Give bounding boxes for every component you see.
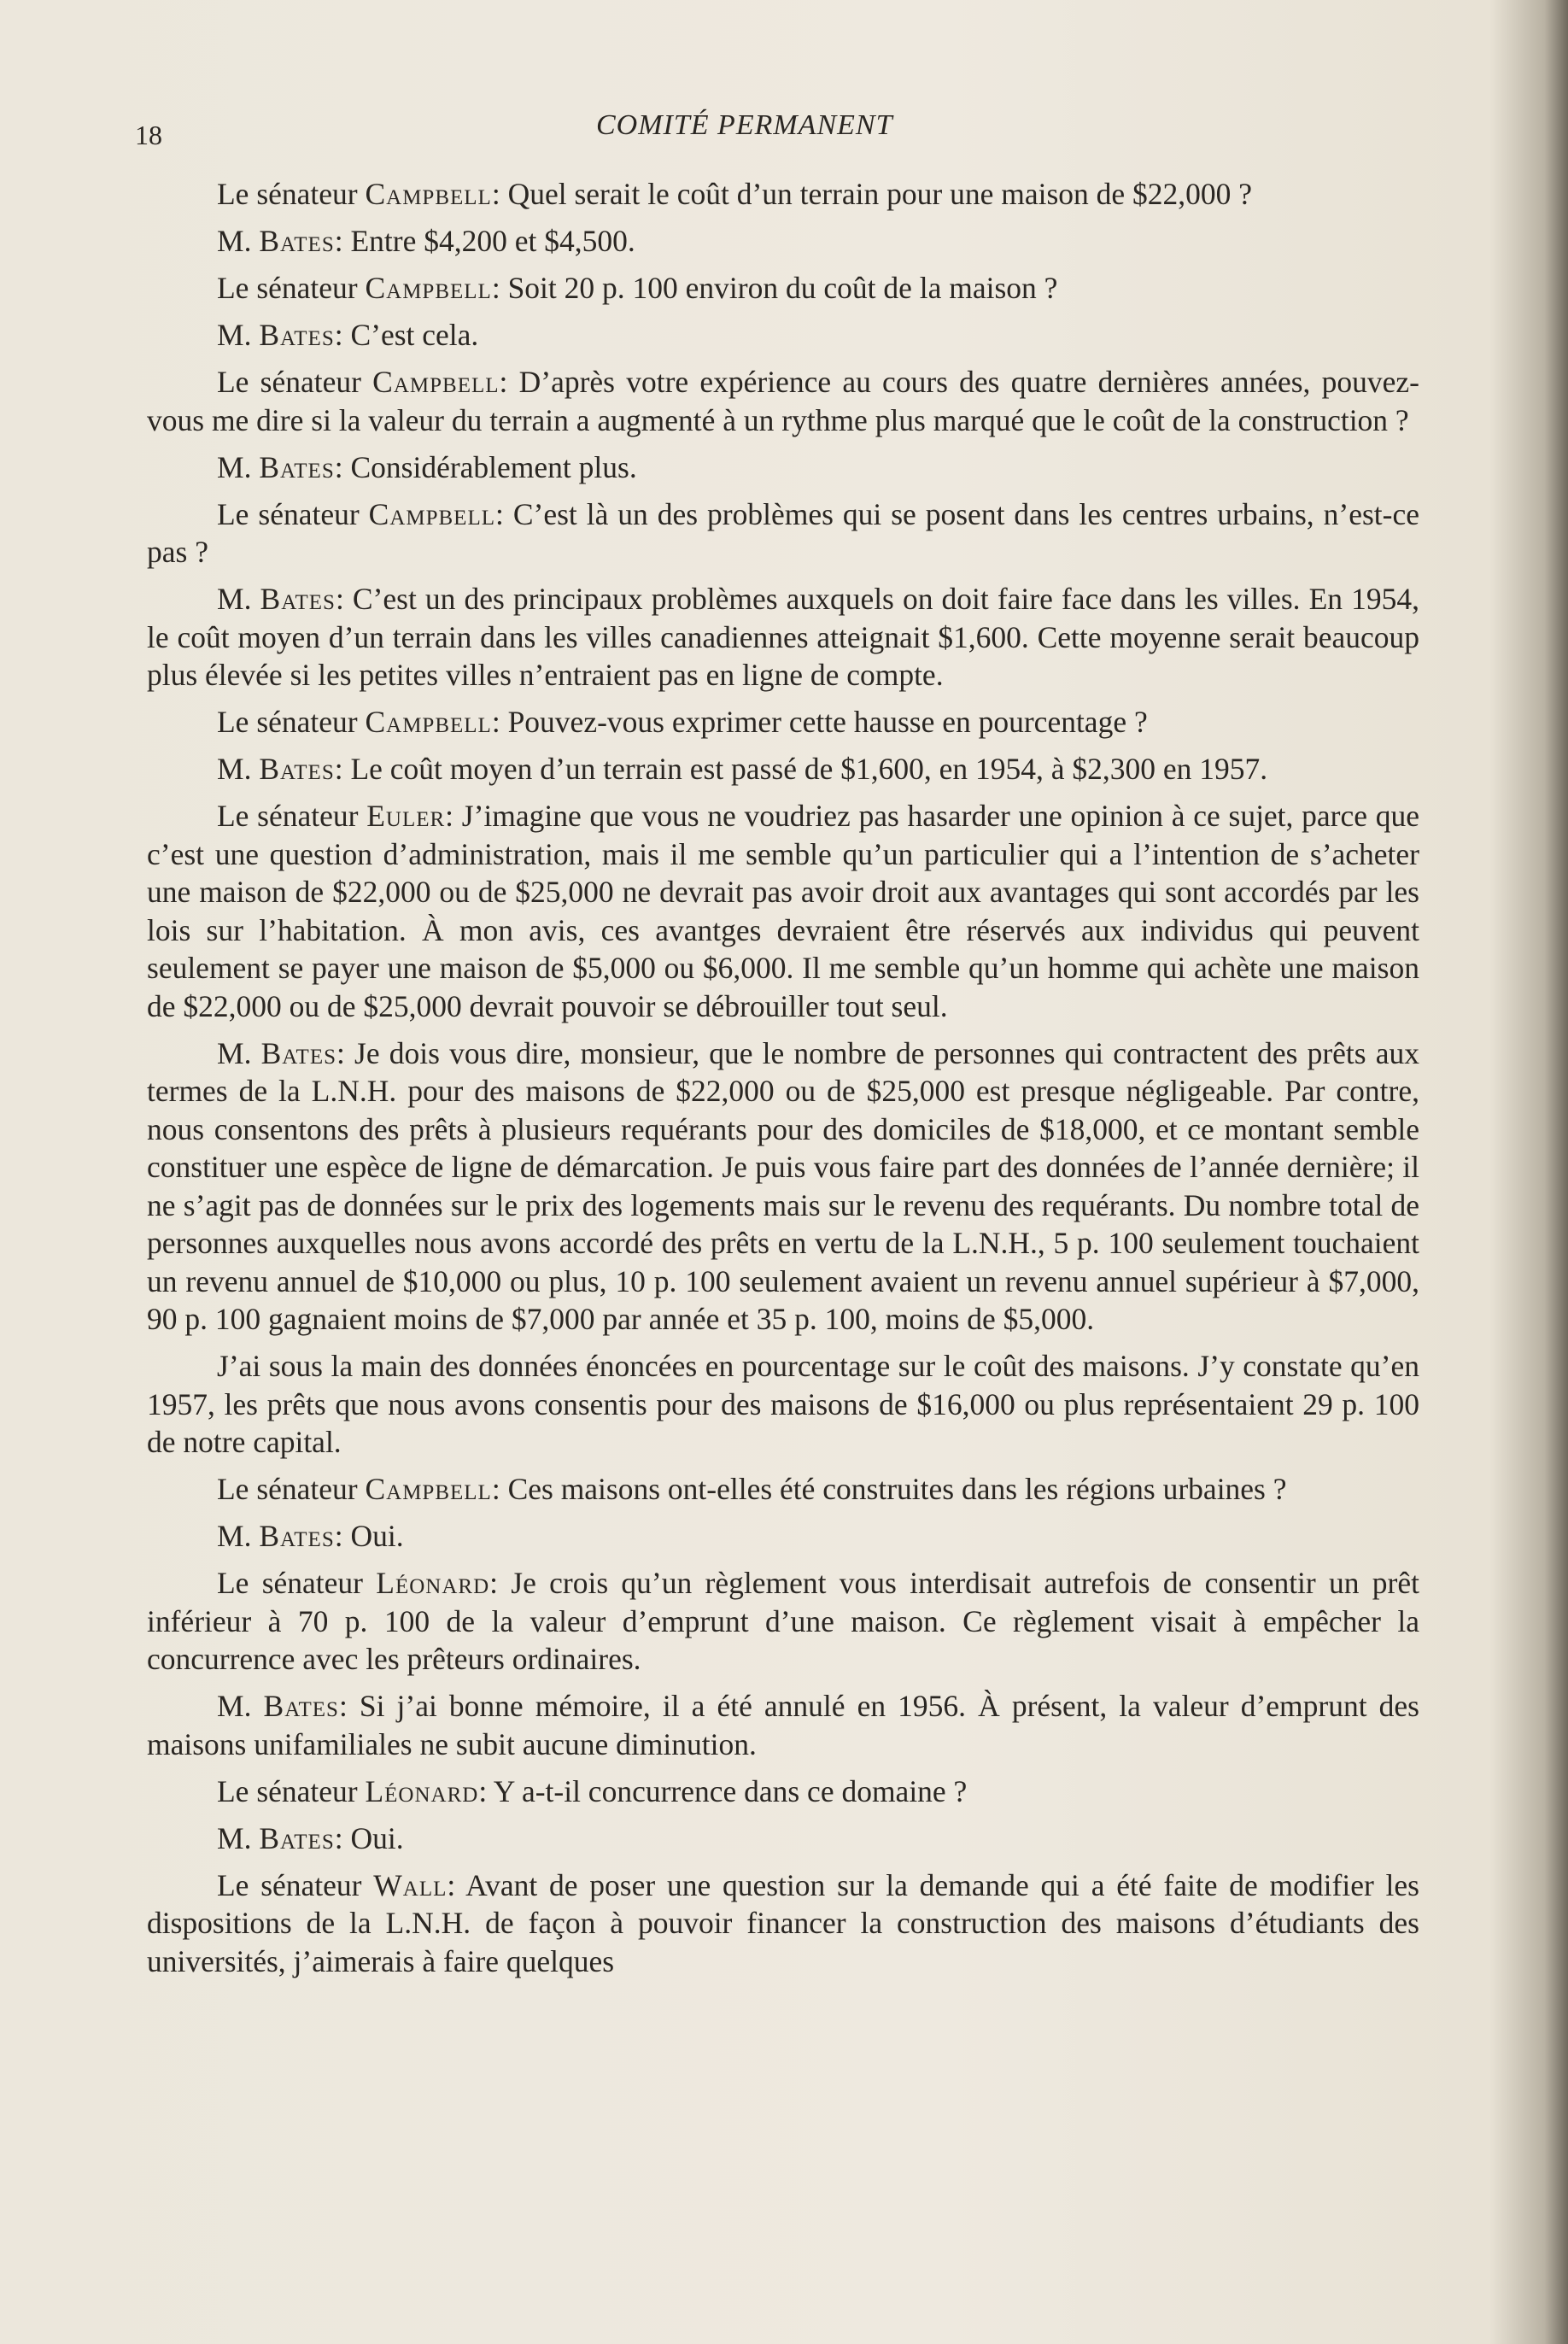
paragraph: M. Bates: Je dois vous dire, monsieur, que le nombre de personnes qui contractent des prêts aux termes de la L.N.H. pour des maisons de $22,000 ou de $25,000 est presque négligeable. Par contre, nous consentons des prêts à plusieurs requérants pour des domiciles de $18,000, et ce montant semble constituer une espèce de ligne de démarcation. Je puis vous faire part des données de l’année dernière; il ne s’agit pas de données sur le prix des logements mais sur le revenu des requérants. Du nombre total de personnes auxquelles nous avons accordé des prêts en vertu de la L.N.H., 5 p. 100 seulement touchaient un revenu annuel de $10,000 ou plus, 10 p. 100 seulement avaient un revenu annuel supérieur à $7,000, 90 p. 100 gagnaient moins de $7,000 par année et 35 p. 100, moins de $5,000. [147,1035,1419,1336]
speaker-name: Campbell [368,496,495,531]
paragraph: Le sénateur Léonard: Y a-t-il concurrence dans ce domaine ? [217,1773,968,1808]
speaker-name: Euler [366,799,446,833]
speaker-name: Bates [259,224,335,258]
speaker-name: Léonard [365,1773,479,1808]
speaker-name: Bates [259,1820,335,1855]
paragraph: M. Bates: Oui. [217,1820,404,1855]
speaker-name: Bates [259,449,335,484]
speaker-name: Campbell [365,1472,492,1506]
speaker-name: Bates [263,1689,339,1723]
paragraph: M. Bates: Si j’ai bonne mémoire, il a été annulé en 1956. À présent, la valeur d’emprunt des maisons unifamiliales ne subit aucune diminution. [147,1689,1419,1761]
paragraph: M. Bates: Entre $4,200 et $4,500. [217,224,635,258]
paragraph: Le sénateur Wall: Avant de poser une question sur la demande qui a été faite de modifier les dispositions de la L.N.H. de façon à pouvoir financer la construction des maisons d’étudiants des universités, j’aimerais à faire quelques [147,1867,1419,1978]
speaker-name: Léonard [376,1566,490,1600]
transcript-body [147,175,1419,1989]
paragraph: Le sénateur Euler: J’imagine que vous ne voudriez pas hasarder une opinion à ce sujet, parce que c’est une question d’administration, mais il me semble qu’un particulier qui a l’intention de s’acheter une maison de $22,000 ou de $25,000 ne devrait pas avoir droit aux avantages qui sont accordés par les lois sur l’habitation. À mon avis, ces avantges devraient être réservés aux individus qui peuvent seulement se payer une maison de $5,000 ou $6,000. Il me semble qu’un homme qui achète une maison de $22,000 ou de $25,000 devrait pouvoir se débrouiller tout seul. [147,799,1420,1023]
speaker-name: Campbell [365,705,492,739]
paragraph: Le sénateur Campbell: D’après votre expérience au cours des quatre dernières années, pouvez-vous me dire si la valeur du terrain a augmenté à un rythme plus marqué que le coût de la construction ? [147,365,1419,437]
paragraph: M. Bates: Oui. [217,1519,404,1553]
paragraph: Le sénateur Campbell: Quel serait le coût d’un terrain pour une maison de $22,000 ? [217,177,1253,211]
paragraph: M. Bates: C’est un des principaux problèmes auxquels on doit faire face dans les villes. En 1954, le coût moyen d’un terrain dans les villes canadiennes atteignait $1,600. Cette moyenne serait beaucoup plus élevée si les petites villes n’entraient pas en ligne de compte. [147,582,1419,692]
paragraph: M. Bates: Considérablement plus. [217,449,637,484]
paragraph: Le sénateur Campbell: C’est là un des problèmes qui se posent dans les centres urbains, n’est-ce pas ? [147,496,1419,569]
paragraph: Le sénateur Léonard: Je crois qu’un règlement vous interdisait autrefois de consentir un prêt inférieur à 70 p. 100 de la valeur d’emprunt d’une maison. Ce règlement visait à empêcher la concurrence avec les prêteurs ordinaires. [147,1566,1419,1676]
speaker-name: Bates [260,582,336,616]
speaker-name: Bates [259,752,335,786]
paragraph: Le sénateur Campbell: Pouvez-vous exprimer cette hausse en pourcentage ? [217,705,1148,739]
paragraph: M. Bates: C’est cela. [217,318,479,352]
speaker-name: Bates [259,1519,335,1553]
speaker-name: Campbell [365,177,492,211]
paragraph: M. Bates: Le coût moyen d’un terrain est passé de $1,600, en 1954, à $2,300 en 1957. [217,752,1268,786]
paragraph: Le sénateur Campbell: Soit 20 p. 100 environ du coût de la maison ? [217,271,1058,305]
speaker-name: Campbell [372,365,500,399]
speaker-name: Bates [259,318,335,352]
speaker-name: Campbell [365,271,492,305]
running-title: COMITÉ PERMANENT [596,109,893,141]
speaker-name: Bates [260,1035,337,1070]
speaker-name: Wall [373,1867,448,1902]
paragraph: Le sénateur Campbell: Ces maisons ont-elles été construites dans les régions urbaines ? [217,1472,1287,1506]
page-header [135,109,1416,152]
page-number: 18 [135,120,162,150]
paragraph: J’ai sous la main des données énoncées en pourcentage sur le coût des maisons. J’y constate qu’en 1957, les prêts que nous avons consentis pour des maisons de $16,000 ou plus représentaient 29 p. 100 de notre capital. [147,1349,1419,1459]
